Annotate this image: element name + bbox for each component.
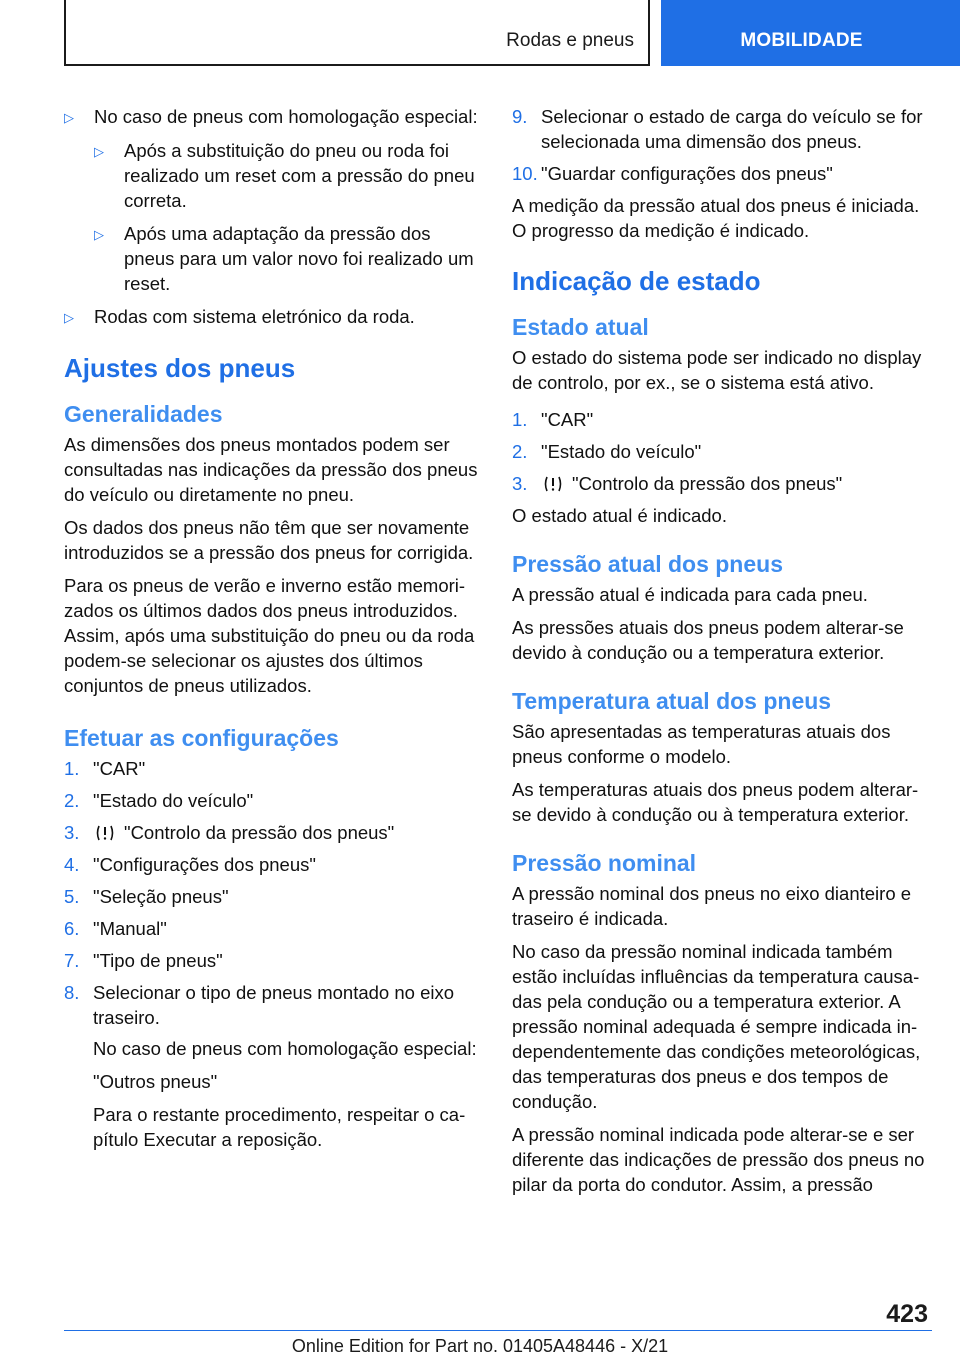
paragraph: A pressão nominal indicada pode alterar-se e ser diferente das indicações de pressão dos pneus no pilar da porta do condutor. Assim, a pressão — [512, 1124, 925, 1195]
paragraph: A pressão nominal dos pneus no eixo dianteiro e traseiro é indicada. — [512, 883, 912, 929]
step-item: 1. "CAR" — [64, 758, 146, 779]
triangle-bullet-icon: ▷ — [94, 227, 104, 242]
right-column — [512, 104, 932, 1205]
paragraph: As dimensões dos pneus montados podem ser consultadas nas indicações da pressão dos pneus do veículo ou diretamente no pneu. — [64, 434, 478, 505]
tire-pressure-warning-icon — [95, 824, 115, 842]
paragraph: As temperaturas atuais dos pneus podem alterar-se devido à condução ou à temperatura exterior. — [512, 779, 919, 825]
tire-pressure-warning-icon — [543, 475, 563, 493]
paragraph: A pressão atual é indicada para cada pneu. — [512, 584, 868, 605]
footer-divider — [64, 1330, 932, 1331]
paragraph: São apresentadas as temperaturas atuais dos pneus conforme o modelo. — [512, 721, 891, 767]
bullet-item: ▷ No caso de pneus com homologação especial: — [64, 104, 482, 130]
triangle-bullet-icon: ▷ — [64, 110, 74, 125]
heading-indicacao: Indicação de estado — [512, 266, 761, 296]
bullet-item: ▷ Rodas com sistema eletrónico da roda. — [64, 304, 482, 330]
left-column — [64, 104, 482, 1167]
sub-bullet-item: ▷ Após a substituição do pneu ou roda foi realizado um reset com a pressão do pneu correta. — [94, 140, 475, 211]
heading-ajustes: Ajustes dos pneus — [64, 353, 296, 383]
step-item: 9. Selecionar o estado de carga do veículo se for selecionada uma dimensão dos pneus. — [512, 106, 923, 152]
heading-pressao-nominal: Pressão nominal — [512, 850, 697, 876]
paragraph: O estado atual é indicado. — [512, 505, 727, 526]
paragraph: O estado do sistema pode ser indicado no display de controlo, por ex., se o sistema está ativo. — [512, 347, 922, 393]
step-item: 10. "Guardar configurações dos pneus" — [512, 163, 833, 184]
paragraph: Para os pneus de verão e inverno estão memorizados os últimos dados dos pneus introduzidos. Assim, após uma substituição do pneu ou da roda podem-se selecionar os ajustes dos últimos conjuntos de pneus utilizados. — [64, 575, 475, 696]
step-item: 5. "Seleção pneus" — [64, 886, 229, 907]
section-title: MOBILIDADE — [740, 30, 863, 51]
heading-pressao-atual: Pressão atual dos pneus — [512, 551, 783, 577]
paragraph: As pressões atuais dos pneus podem alterar-se devido à condução ou a temperatura exterior. — [512, 617, 904, 663]
paragraph: No caso da pressão nominal indicada também estão incluídas influências da temperatura causadas pela condução ou a temperatura exterior. A pressão nominal adequada é sempre indicada independentemente das condições meteorológicas, das temperaturas dos pneus e dos tempos de condução. — [512, 941, 921, 1112]
paragraph: A medição da pressão atual dos pneus é iniciada. O progresso da medição é indicado. — [512, 195, 920, 241]
triangle-bullet-icon: ▷ — [94, 144, 104, 159]
heading-efetuar: Efetuar as configurações — [64, 725, 339, 751]
header-title-box — [64, 0, 650, 66]
step-item: 2. "Estado do veículo" — [512, 441, 702, 462]
heading-estado-atual: Estado atual — [512, 314, 649, 340]
step-item: 3. "Controlo da pressão dos pneus" — [64, 822, 395, 843]
footer-edition: Online Edition for Part no. 01405A48446 - X/21 — [291, 1336, 669, 1356]
step-item: 7. "Tipo de pneus" — [64, 950, 223, 971]
step-item: 1. "CAR" — [512, 409, 594, 430]
header-section-tab — [661, 0, 960, 66]
step-item: 4. "Configurações dos pneus" — [64, 854, 316, 875]
step-item: 2. "Estado do veículo" — [64, 790, 254, 811]
heading-generalidades: Generalidades — [64, 401, 223, 427]
step-item: 6. "Manual" — [64, 918, 167, 939]
paragraph: Os dados dos pneus não têm que ser novamente introduzidos se a pressão dos pneus for corrigida. — [64, 517, 474, 563]
heading-temperatura: Temperatura atual dos pneus — [512, 688, 832, 714]
triangle-bullet-icon: ▷ — [64, 310, 74, 325]
sub-bullet-item: ▷ Após uma adaptação da pressão dos pneus para um valor novo foi realizado um reset. — [94, 223, 474, 294]
step-item: 3. "Controlo da pressão dos pneus" — [512, 473, 843, 494]
page-number: 423 — [886, 1300, 928, 1328]
chapter-title: Rodas e pneus — [506, 30, 634, 51]
step-item: 8. Selecionar o tipo de pneus montado no eixo traseiro. No caso de pneus com homologação especial: "Outros pneus" Para o restante procedimento, respeitar o capítulo Executar a reposição. — [64, 982, 477, 1150]
